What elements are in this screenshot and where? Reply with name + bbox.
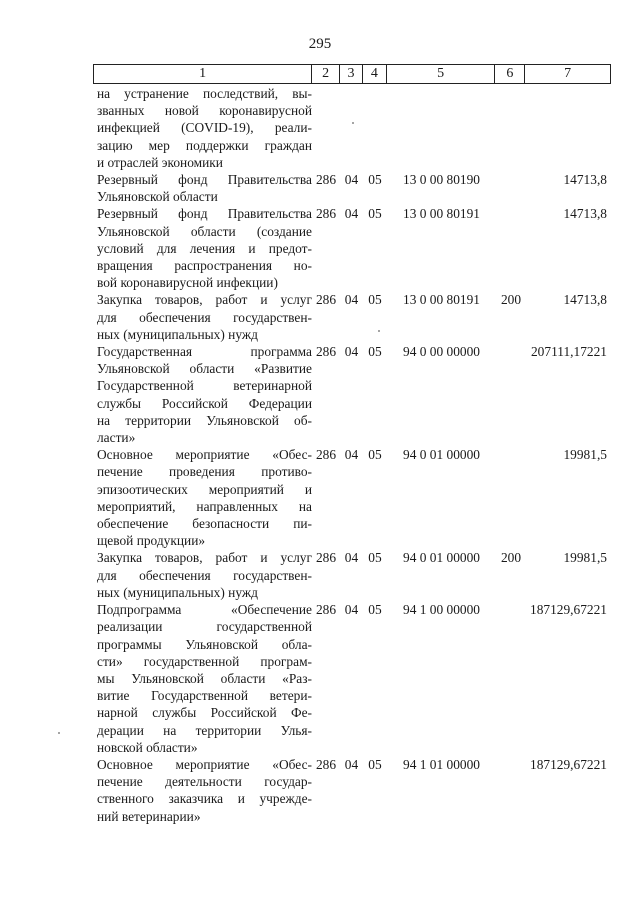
description-line: ных (муниципальных) нужд [97,584,258,600]
row-code-subsection: 05 [368,172,382,188]
row-amount: 14713,8 [563,206,607,222]
description-line: на территории Ульяновской об- [97,412,312,428]
row-description [93,205,312,291]
row-description [93,549,312,601]
row-description [93,85,312,171]
description-line: для обеспечения государствен- [97,309,312,325]
description-line: ственного заказчика и учрежде- [97,791,312,807]
row-code-subsection: 05 [368,344,382,360]
description-line: Закупка товаров, работ и услуг [97,292,312,308]
row-code-target: 13 0 00 80191 [403,292,480,308]
row-code-ministry: 286 [315,447,337,463]
table-row [93,85,611,171]
header-cell-7: 7 [564,66,572,81]
row-description [93,343,312,446]
description-line: для обеспечения государствен- [97,567,312,583]
row-amount: 14713,8 [563,172,607,188]
row-code-target: 94 1 01 00000 [403,756,480,772]
description-line: зацию мер поддержки граждан [97,137,312,153]
row-code-subsection: 05 [368,447,382,463]
row-code-subsection: 05 [368,292,382,308]
description-line: Основное мероприятие «Обес- [97,447,312,463]
row-code-ministry: 286 [315,172,337,188]
page-number: 295 [308,36,332,52]
row-code-ministry: 286 [315,756,337,772]
row-code-target: 94 0 01 00000 [403,550,480,566]
row-code-subsection: 05 [368,550,382,566]
description-line: инфекцией (COVID-19), реали- [97,120,312,136]
description-line: нарной службы Российской Фе- [97,705,312,721]
description-line: сти» государственной програм- [97,653,312,669]
description-line: ных (муниципальных) нужд [97,326,258,342]
row-code-expense-type: 200 [500,550,522,566]
row-code-ministry: 286 [315,550,337,566]
scan-speck [378,330,380,332]
row-code-section: 04 [344,447,359,463]
description-line: Закупка товаров, работ и услуг [97,550,312,566]
header-cell-4: 4 [363,65,387,83]
description-line: Государственной ветеринарной [97,378,312,394]
header-cell-2: 2 [312,65,340,83]
row-code-section: 04 [344,602,359,618]
description-line: Ульяновской области «Развитие [97,361,312,377]
description-line: новской области» [97,739,198,755]
row-code-target: 13 0 00 80190 [403,172,480,188]
description-line: эпизоотических мероприятий и [97,481,312,497]
description-line: и отраслей экономики [97,154,223,170]
header-cell-1: 1 [94,65,312,83]
table-body [93,85,611,825]
row-description [93,171,312,205]
row-description [93,446,312,549]
description-line: на устранение последствий, вы- [97,86,312,101]
table-row [93,171,611,205]
row-code-ministry: 286 [315,602,337,618]
description-line: условий для лечения и предот- [97,240,312,256]
row-code-target: 94 1 00 00000 [403,602,480,618]
row-amount: 14713,8 [563,292,607,308]
header-cell-6: 6 [495,65,525,83]
row-code-section: 04 [344,344,359,360]
scan-speck [352,122,354,124]
description-line: званных новой коронавирусной [97,103,312,119]
row-code-target: 13 0 00 80191 [403,206,480,222]
row-code-section: 04 [344,292,359,308]
scan-speck [58,732,60,734]
description-line: Основное мероприятие «Обес- [97,756,312,772]
description-line: обеспечение безопасности пи- [97,516,312,532]
row-code-expense-type: 200 [500,292,522,308]
header-cell-5: 5 [387,65,496,83]
description-line: витие Государственной ветери- [97,688,312,704]
description-line: Резервный фонд Правительства [97,206,312,222]
description-line: печение проведения противо- [97,464,312,480]
description-line: Государственная программа [97,344,312,360]
description-line: программы Ульяновской обла- [97,636,312,652]
table-row [93,343,611,446]
row-code-ministry: 286 [315,206,337,222]
table-row [93,205,611,291]
table-row [93,549,611,601]
description-line: службы Российской Федерации [97,395,312,411]
row-code-ministry: 286 [315,344,337,360]
row-code-subsection: 05 [368,602,382,618]
row-description [93,601,312,756]
description-line: мы Ульяновской области «Раз- [97,670,312,686]
description-line: Ульяновской области [97,189,218,205]
table-header [93,64,611,84]
table-row [93,756,611,825]
description-line: Подпрограмма «Обеспечение [97,602,312,618]
description-line: ласти» [97,430,136,446]
description-line: мероприятий, направленных на [97,498,312,514]
description-line: щевой продукции» [97,533,206,549]
description-line: вращения распространения но- [97,258,312,274]
row-code-section: 04 [344,206,359,222]
description-line: Резервный фонд Правительства [97,172,312,188]
description-line: Ульяновской области (создание [97,223,312,239]
row-amount: 19981,5 [563,550,607,566]
table-row [93,291,611,343]
description-line: печение деятельности государ- [97,774,312,790]
header-cell-3: 3 [340,65,363,83]
row-code-section: 04 [344,550,359,566]
description-line: вой коронавирусной инфекции) [97,275,278,291]
row-amount: 187129,67221 [530,756,607,772]
table-row [93,601,611,756]
row-description [93,291,312,343]
row-amount: 19981,5 [563,447,607,463]
row-description [93,756,312,825]
row-code-subsection: 05 [368,206,382,222]
description-line: реализации государственной [97,619,312,635]
row-code-target: 94 0 00 00000 [403,344,480,360]
row-code-subsection: 05 [368,756,382,772]
row-code-section: 04 [344,172,359,188]
row-amount: 207111,17221 [530,344,607,360]
row-code-section: 04 [344,756,359,772]
row-amount: 187129,67221 [530,602,607,618]
row-code-target: 94 0 01 00000 [403,447,480,463]
table-row [93,446,611,549]
description-line: дерации на территории Улья- [97,722,312,738]
description-line: ний ветеринарии» [97,808,201,824]
row-code-ministry: 286 [315,292,337,308]
